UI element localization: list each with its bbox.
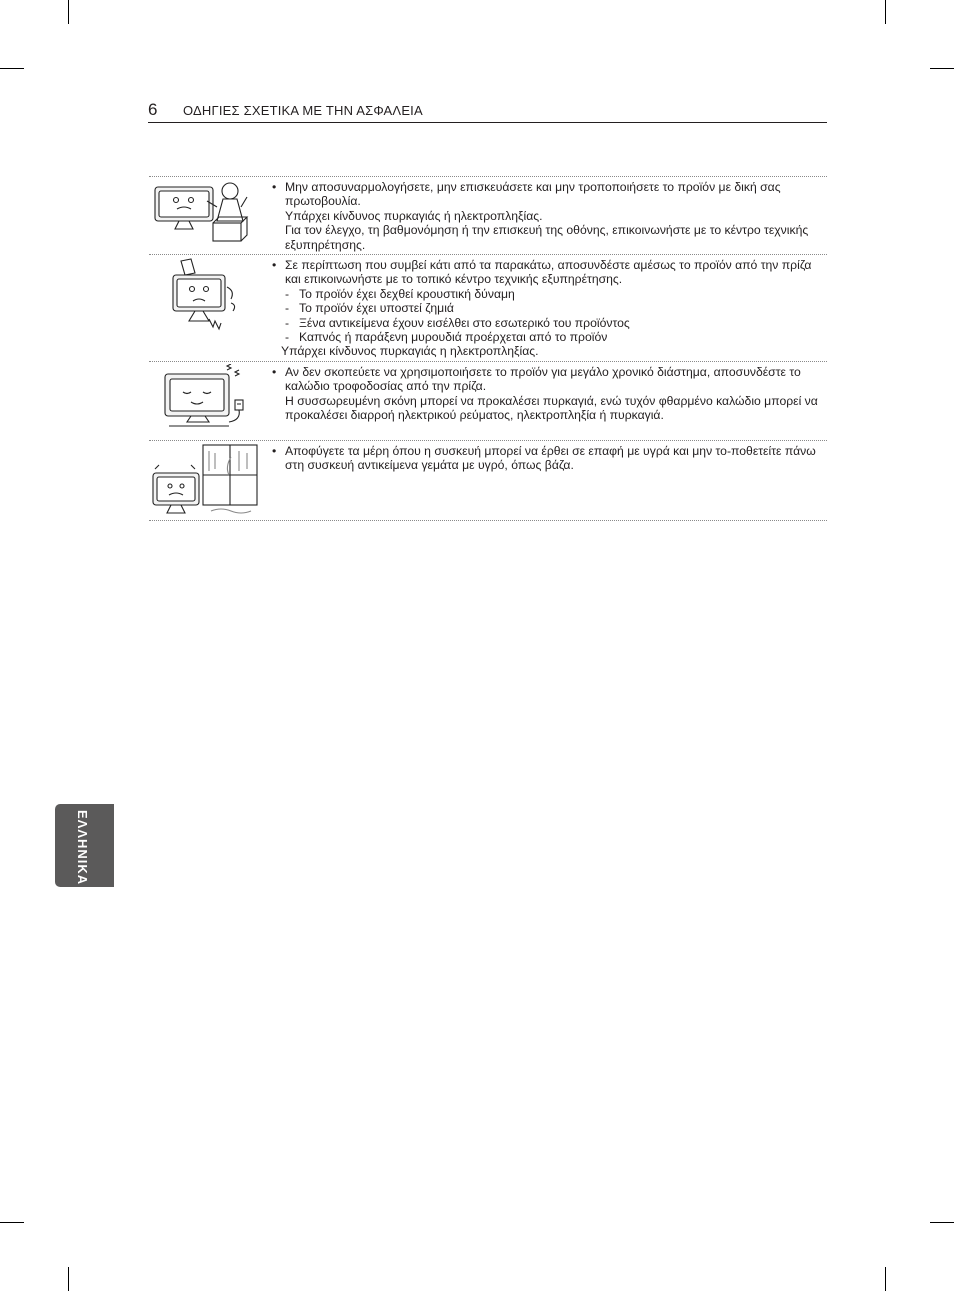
- safety-row: [149, 255, 827, 362]
- crop-mark: [885, 0, 886, 24]
- safety-instructions-table: [149, 176, 827, 521]
- damaged-tv-illustration: [151, 257, 259, 337]
- crop-mark: [885, 1267, 886, 1291]
- instruction-text: [271, 255, 827, 359]
- bullet-item: • Αν δεν σκοπεύετε να χρησιμοποιήσετε το προϊόν για μεγάλο χρονικό διάστημα, αποσυνδέστε το καλώδιο τροφοδοσίας από την πρίζα.: [271, 365, 827, 394]
- page-header: [148, 100, 827, 123]
- sleeping-tv-illustration: [151, 364, 259, 434]
- bullet-detail: Υπάρχει κίνδυνος πυρκαγιάς ή ηλεκτροπληξίας.: [285, 208, 543, 223]
- crop-mark: [0, 68, 24, 69]
- dash-marker: -: [285, 330, 290, 345]
- warning-note: Υπάρχει κίνδυνος πυρκαγιάς η ηλεκτροπληξίας.: [281, 344, 539, 359]
- language-label: ΕΛΛΗΝΙΚΑ: [75, 810, 90, 886]
- tv-repair-illustration: [151, 179, 259, 249]
- bullet-item: • Μην αποσυναρμολογήσετε, μην επισκευάσετε και μην τροποποιήσετε το προϊόν με δική σας πρωτοβουλία.: [271, 180, 827, 209]
- bullet-detail: Η συσσωρευμένη σκόνη μπορεί να προκαλέσει πυρκαγιά, ενώ τυχόν φθαρμένο καλώδιο μπορεί να προκαλέσει διαρροή ηλεκτρικού ρεύματος, ηλεκτροπληξία ή πυρκαγιά.: [285, 393, 818, 423]
- bullet-item: • Αποφύγετε τα μέρη όπου η συσκευή μπορεί να έρθει σε επαφή με υγρά και μην το-ποθετείτε πάνω στη συσκευή αντικείμενα γεμάτα με υγρό, όπως βάζα.: [271, 444, 827, 473]
- sub-item-text: Το προϊόν έχει δεχθεί κρουστική δύναμη: [299, 286, 515, 301]
- page-number: 6: [148, 100, 158, 119]
- sub-item: [271, 316, 827, 330]
- crop-mark: [930, 68, 954, 69]
- wet-tv-illustration: [151, 443, 259, 519]
- sub-item-text: Ξένα αντικείμενα έχουν εισέλθει στο εσωτερικό του προϊόντος: [299, 315, 630, 330]
- sub-item-text: Καπνός ή παράξενη μυρουδιά προέρχεται από το προϊόν: [299, 330, 608, 345]
- bullet-item: • Σε περίπτωση που συμβεί κάτι από τα παρακάτω, αποσυνδέστε αμέσως το προϊόν από την πρίζα και επικοινωνήστε με το τοπικό κέντρο τεχνικής εξυπηρέτησης.: [271, 258, 827, 287]
- crop-mark: [930, 1222, 954, 1223]
- section-title: ΟΔΗΓΙΕΣ ΣΧΕΤΙΚΑ ΜΕ ΤΗΝ ΑΣΦΑΛΕΙΑ: [183, 103, 423, 118]
- crop-mark: [68, 0, 69, 24]
- crop-mark: [0, 1222, 24, 1223]
- sub-item-text: Το προϊόν έχει υποστεί ζημιά: [299, 301, 454, 316]
- dash-marker: -: [285, 286, 290, 301]
- safety-row: [149, 362, 827, 441]
- sub-item: [271, 287, 827, 301]
- instruction-text: [271, 441, 827, 473]
- crop-mark: [68, 1267, 69, 1291]
- dash-marker: -: [285, 315, 290, 330]
- sub-item: [271, 301, 827, 315]
- dash-marker: -: [285, 301, 290, 316]
- safety-row: [149, 177, 827, 255]
- instruction-text: [271, 362, 827, 423]
- instruction-text: [271, 177, 827, 252]
- bullet-detail: Για τον έλεγχο, τη βαθμονόμηση ή την επισκευή της οθόνης, επικοινωνήστε με το κέντρο τεχνικής εξυπηρέτησης.: [285, 223, 809, 252]
- language-tab: [55, 804, 114, 887]
- sub-item: [271, 330, 827, 344]
- safety-row: [149, 441, 827, 521]
